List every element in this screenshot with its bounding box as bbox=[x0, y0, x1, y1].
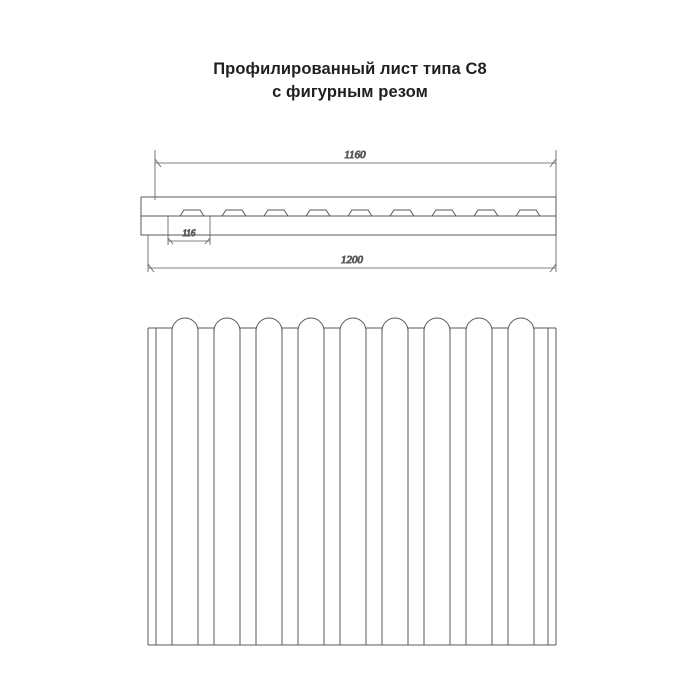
sheet-front-view bbox=[148, 318, 556, 645]
dimension-1160-label: 1160 bbox=[344, 149, 366, 161]
title-line-2: с фигурным резом bbox=[272, 83, 428, 102]
title-line-1: Профилированный лист типа С8 bbox=[213, 60, 487, 78]
profile-cross-section bbox=[141, 197, 556, 235]
dimension-116-label: 116 bbox=[182, 228, 196, 238]
dimension-1200-label: 1200 bbox=[341, 254, 363, 266]
